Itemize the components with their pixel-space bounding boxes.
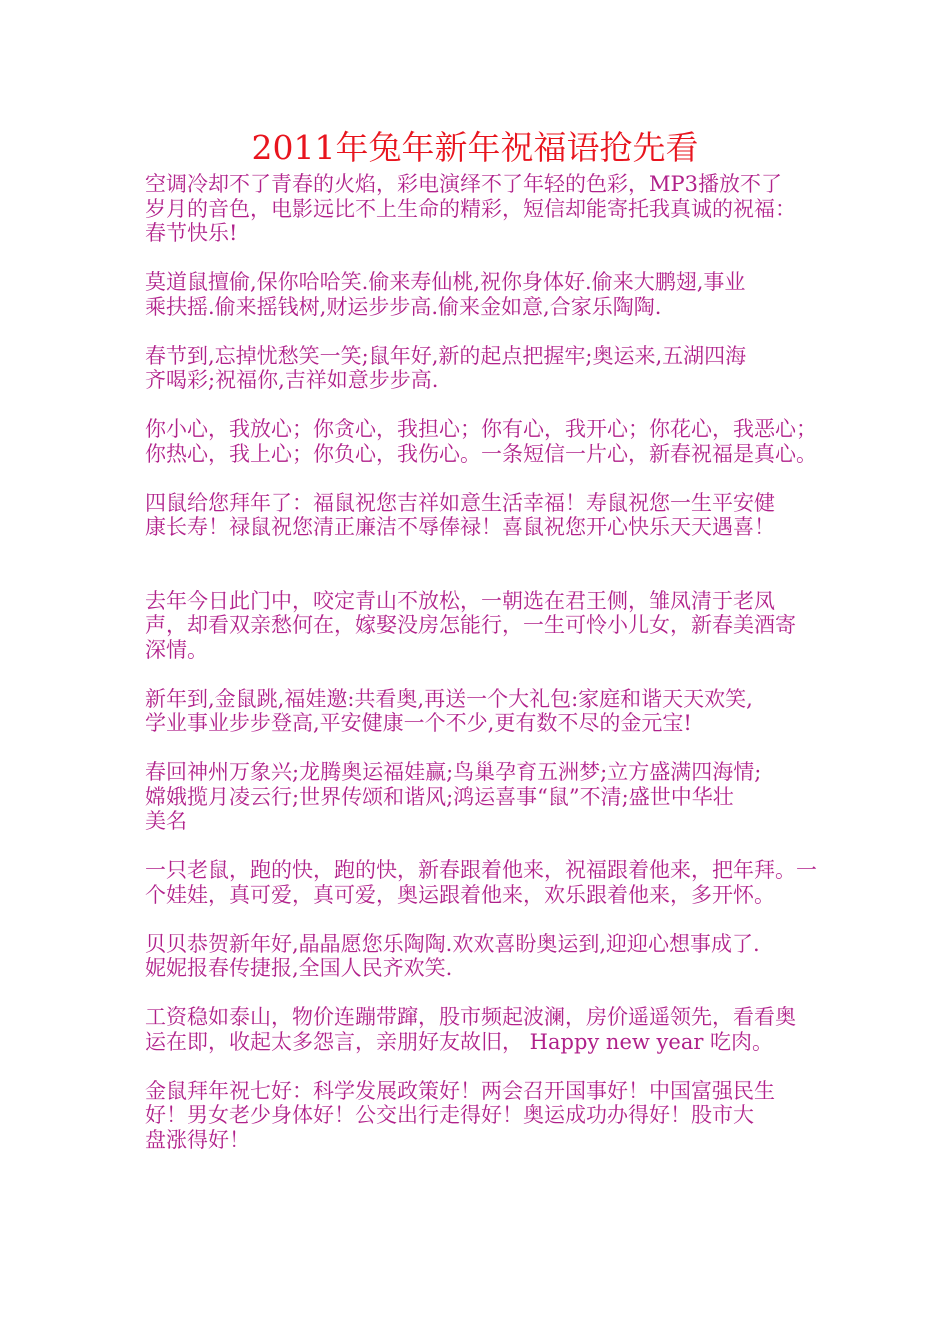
- paragraph-line: 学业事业步步登高,平安健康一个不少,更有数不尽的金元宝!: [145, 711, 692, 735]
- paragraph-line: 康长寿！禄鼠祝您清正廉洁不辱俸禄！喜鼠祝您开心快乐天天遇喜！: [145, 515, 775, 539]
- greeting-paragraph: [145, 270, 813, 319]
- greeting-paragraph: [145, 172, 813, 246]
- document-body: [145, 172, 817, 1177]
- paragraph-line: 妮妮报春传捷报,全国人民齐欢笑.: [145, 956, 453, 980]
- paragraph-line: 去年今日此门中，咬定青山不放松，一朝选在君王侧，雏凤清于老凤: [145, 588, 775, 613]
- paragraph-line: 声，却看双亲愁何在，嫁娶没房怎能行，一生可怜小儿女，新春美酒寄: [145, 613, 796, 637]
- greeting-paragraph: [145, 687, 813, 736]
- paragraph-line: 运在即，收起太多怨言，亲朋好友故旧， Happy new year 吃肉。: [145, 1029, 774, 1054]
- paragraph-line: 个娃娃，真可爱，真可爱，奥运跟着他来，欢乐跟着他来，多开怀。: [145, 882, 775, 907]
- paragraph-line: 好！男女老少身体好！公交出行走得好！奥运成功办得好！股市大: [145, 1103, 754, 1127]
- greeting-paragraph: [145, 417, 817, 466]
- paragraph-line: 贝贝恭贺新年好,晶晶愿您乐陶陶.欢欢喜盼奥运到,迎迎心想事成了.: [145, 931, 760, 956]
- paragraph-line: 一只老鼠，跑的快，跑的快，新春跟着他来，祝福跟着他来，把年拜。一: [145, 858, 817, 882]
- greeting-paragraph: [145, 858, 817, 907]
- paragraph-line: 岁月的音色，电影远比不上生命的精彩，短信却能寄托我真诚的祝福：: [145, 196, 796, 221]
- paragraph-line: 嫦娥揽月凌云行;世界传颂和谐风;鸿运喜事“鼠”不清;盛世中华壮: [145, 784, 734, 809]
- paragraph-line: 美名: [145, 809, 187, 833]
- greeting-paragraph: [145, 1079, 813, 1153]
- paragraph-line: 金鼠拜年祝七好：科学发展政策好！两会召开国事好！中国富强民生: [145, 1078, 775, 1103]
- document-title: 2011年兔年新年祝福语抢先看: [251, 128, 699, 167]
- greeting-paragraph: [145, 589, 813, 663]
- paragraph-line: 新年到,金鼠跳,福娃邀:共看奥,再送一个大礼包:家庭和谐天天欢笑,: [145, 686, 753, 711]
- greeting-paragraph: [145, 760, 813, 834]
- greeting-paragraph: [145, 344, 813, 393]
- paragraph-line: 工资稳如泰山，物价连蹦带蹿，股市频起波澜，房价遥遥领先，看看奥: [145, 1005, 796, 1029]
- paragraph-line: 春节快乐!: [145, 221, 238, 245]
- paragraph-line: 春节到,忘掉忧愁笑一笑;鼠年好,新的起点把握牢;奥运来,五湖四海: [145, 343, 747, 368]
- greeting-paragraph: [145, 1005, 813, 1054]
- paragraph-line: 你小心，我放心；你贪心，我担心；你有心，我开心；你花心，我恶心；: [145, 417, 817, 441]
- greeting-paragraph: [145, 932, 813, 981]
- paragraph-line: 你热心，我上心；你负心，我伤心。一条短信一片心，新春祝福是真心。: [145, 441, 817, 466]
- paragraph-line: 四鼠给您拜年了：福鼠祝您吉祥如意生活幸福！寿鼠祝您一生平安健: [145, 490, 775, 515]
- paragraph-line: 空调冷却不了青春的火焰，彩电演绎不了年轻的色彩，MP3播放不了: [145, 172, 782, 196]
- paragraph-line: 莫道鼠擅偷,保你哈哈笑.偷来寿仙桃,祝你身体好.偷来大鹏翅,事业: [145, 270, 746, 294]
- paragraph-line: 齐喝彩;祝福你,吉祥如意步步高.: [145, 368, 439, 392]
- paragraph-line: 深情。: [145, 637, 208, 662]
- paragraph-line: 春回神州万象兴;龙腾奥运福娃赢;鸟巢孕育五洲梦;立方盛满四海情;: [145, 760, 762, 784]
- paragraph-line: 盘涨得好！: [145, 1127, 250, 1152]
- greeting-paragraph: [145, 491, 813, 540]
- paragraph-line: 乘扶摇.偷来摇钱树,财运步步高.偷来金如意,合家乐陶陶.: [145, 294, 662, 319]
